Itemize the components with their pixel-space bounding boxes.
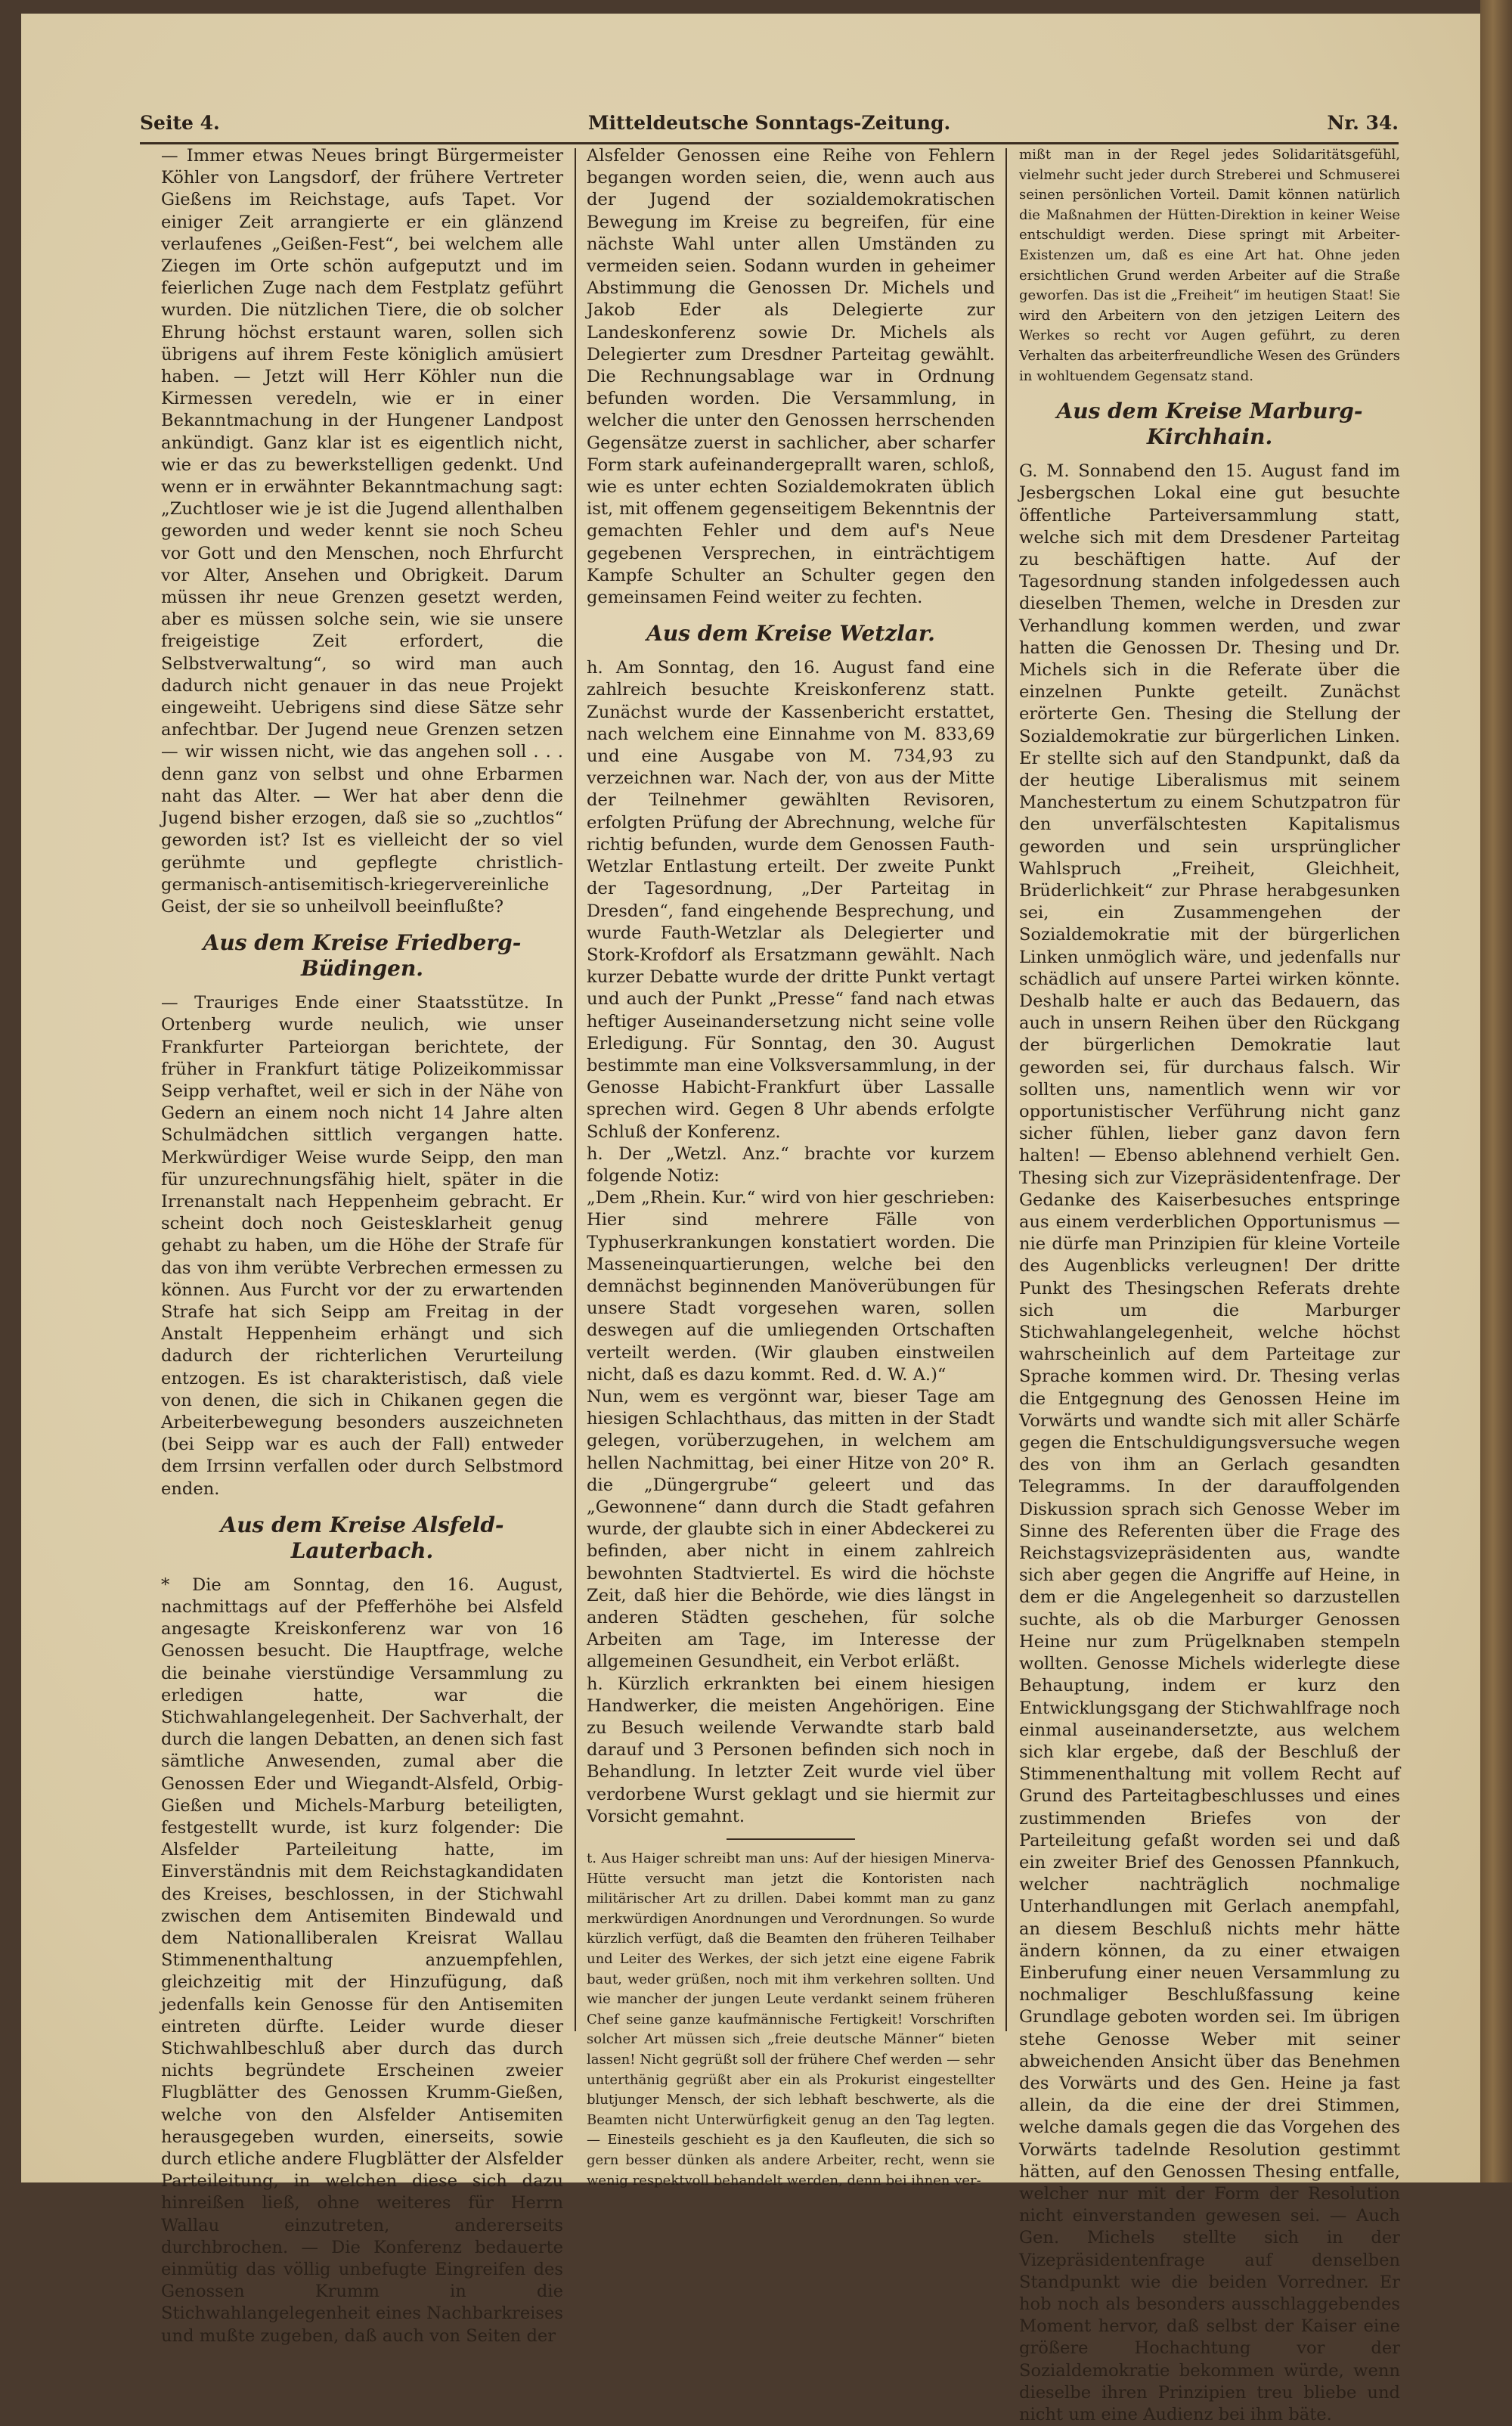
section-heading: Aus dem Kreise Marburg-Kirchhain.: [1056, 399, 1363, 450]
column-2: [587, 145, 995, 2189]
section-heading: Aus dem Kreise Wetzlar.: [646, 621, 935, 647]
page-header: [140, 112, 1399, 139]
article-paragraph: G. M. Sonnabend den 15. August fand im Jesbergschen Lokal eine gut besuchte öffentliche Parteiversammlung statt, welche sich mit dem Dresdener Parteitag zu beschäftigen hatte. Auf der Tagesordnung standen infolgedessen auch dieselben Themen, welche in Dresden zur Verhandlung kommen werden, und zwar hatten die Genossen Dr. Thesing und Dr. Michels sich in die Referate über die einzelnen Punkte geteilt. Zunächst erörterte Gen. Thesing die Stellung der Sozialdemokratie zur bürgerlichen Linken. Er stellte sich auf den Standpunkt, daß da der heutige Liberalismus mit seinem Manchestertum zu einem Schutzpatron für den unverfälschtesten Kapitalismus geworden und sein ursprünglicher Wahlspruch „Freiheit, Gleichheit, Brüderlichkeit“ zur Phrase herabgesunken sei, ein Zusammengehen der Sozialdemokratie mit der bürgerlichen Linken unmöglich wäre, und jedenfalls nur schädlich auf unsere Partei wirken könnte. Deshalb halte er auch das Bedauern, das auch in unsern Reihen über den Rückgang der bürgerlichen Demokratie laut geworden sei, für durchaus falsch. Wir sollten uns, namentlich wenn wir vor opportunistischer Verführung nicht ganz sicher fühlen, lieber ganz davon fern halten! — Ebenso ablehnend verhielt Gen. Thesing sich zur Vizepräsidentenfrage. Der Gedanke des Kaiserbesuches entspringe aus einem verderblichen Opportunismus — nie dürfe man Prinzipien für kleine Vorteile des Augenblicks verleugnen! Der dritte Punkt des Thesingschen Referats drehte sich um die Marburger Stichwahlangelegenheit, welche höchst wahrscheinlich auf dem Parteitage zur Sprache kommen wird. Dr. Thesing verlas die Entgegnung des Genossen Heine im Vorwärts und wandte sich mit aller Schärfe gegen die Entschuldigungsversuche wegen des von ihm an Gerlach gesandten Telegramms. In der darauffolgenden Diskussion sprach sich Genosse Weber im Sinne des Referenten über die Frage des Reichstagsvizepräsidenten aus, wandte sich aber gegen die Angriffe auf Heine, in dem er die Angelegenheit so darzustellen suchte, als ob die Marburger Genossen Heine nur zum Prügelknaben stempeln wollten. Genosse Michels widerlegte diese Behauptung, indem er kurz den Entwicklungsgang der Stichwahlfrage noch einmal auseinandersetzte, aus welchem sich klar ergebe, daß der Beschluß der Stimmenenthaltung mit vollem Recht auf Grund des Parteitagbeschlusses und eines zustimmenden Briefes von der Parteileitung gefaßt worden sei und daß ein zweiter Brief des Genossen Pfannkuch, welcher nachträglich nochmalige Unterhandlungen mit Gerlach anempfahl, an diesem Beschluß nichts mehr hätte ändern können, da zu einer etwaigen Einberufung einer neuen Versammlung zu nochmaliger Beschlußfassung keine Grundlage geboten worden sei. Im übrigen stehe Genosse Weber mit seiner abweichenden Ansicht über das Benehmen des Vorwärts und des Gen. Heine ja fast allein, da die eine der drei Stimmen, welche damals gegen die das Vorgehen des Vorwärts tadelnde Resolution gestimmt hätten, auf den Genossen Thesing entfalle, welcher nur mit der Form der Resolution nicht einverstanden gewesen sei. — Auch Gen. Michels stellte sich in der Vizepräsidentenfrage auf denselben Standpunkt wie die beiden Vorredner. Er hob noch als besonders ausschlaggebendes Moment hervor, daß selbst der Kaiser eine größere Hochachtung vor der Sozialdemokratie bekommen würde, wenn dieselbe ihren Prinzipien treu bliebe und nicht um eine Audienz bei ihm bäte.: [1019, 461, 1400, 2424]
section-heading: Aus dem Kreise Friedberg-Büdingen.: [203, 930, 522, 982]
article-paragraph: — Trauriges Ende einer Staatsstütze. In Ortenberg wurde neulich, wie unser Frankfurter Parteiorgan berichtete, der früher in Frankfurt tätige Polizeikommissar Seipp verhaftet, weil er sich in der Nähe von Gedern an einem noch nicht 14 Jahre alten Schulmädchen sittlich vergangen hatte. Merkwürdiger Weise wurde Seipp, den man für unzurechnungsfähig hielt, später in die Irrenanstalt nach Heppenheim gebracht. Er scheint doch noch Geistesklarheit genug gehabt zu haben, um die Höhe der Strafe für das von ihm verübte Verbrechen ermessen zu können. Aus Furcht vor der zu erwartenden Strafe hat sich Seipp am Freitag in der Anstalt Heppenheim erhängt und sich dadurch der richterlichen Verurteilung entzogen. Es ist charakteristisch, daß viele von denen, die sich in Chikanen gegen die Arbeiterbewegung besonders auszeichneten (bei Seipp war es auch der Fall) entweder dem Irrsinn verfallen oder durch Selbstmord enden.: [161, 993, 563, 1499]
article-paragraph: * Die am Sonntag, den 16. August, nachmittags auf der Pfefferhöhe bei Alsfeld angesagte Kreiskonferenz war von 16 Genossen besucht. Die Hauptfrage, welche die beinahe vierstündige Versammlung zu erledigen hatte, war die Stichwahlangelegenheit. Der Sachverhalt, der durch die langen Debatten, an denen sich fast sämtliche Anwesenden, zumal aber die Genossen Eder und Wiegandt-Alsfeld, Orbig-Gießen und Michels-Marburg beteiligten, festgestellt wurde, ist kurz folgender: Die Alsfelder Parteileitung hatte, im Einverständnis mit dem Reichstagkandidaten des Kreises, beschlossen, in der Stichwahl zwischen dem Antisemiten Bindewald und dem Nationalliberalen Kreisrat Wallau Stimmenenthaltung anzuempfehlen, gleichzeitig mit der Hinzufügung, daß jedenfalls kein Genosse für den Antisemiten eintreten dürfte. Leider wurde dieser Stichwahlbeschluß aber durch das durch nichts begründete Erscheinen zweier Flugblätter des Genossen Krumm-Gießen, welche von den Alsfelder Antisemiten herausgegeben wurden, einerseits, sowie durch etliche andere Flugblätter der Alsfelder Parteileitung, in welchen diese sich dazu hinreißen ließ, ohne weiteres für Herrn Wallau einzutreten, andererseits durchbrochen. — Die Konferenz bedauerte einmütig das völlig unbefugte Eingreifen des Genossen Krumm in die Stichwahlangelegenheit eines Nachbarkreises und mußte zugeben, daß auch von Seiten der: [161, 1574, 563, 2346]
small-print-paragraph: t. Aus Haiger schreibt man uns: Auf der hiesigen Minerva-Hütte versucht man jetzt die Kontoristen nach militärischer Art zu drillen. Dabei kommt man zu ganz merkwürdigen Anordnungen und Verordnungen. So wurde kürzlich verfügt, daß die Beamten den früheren Teilhaber und Leiter des Werkes, der sich jetzt eine eigene Fabrik baut, weder grüßen, noch mit ihm verkehren sollten. Und wie mancher der jungen Leute verdankt seinem früheren Chef seine ganze kaufmännische Fertigkeit! Vorschriften solcher Art müssen sich „freie deutsche Männer“ bieten lassen! Nicht gegrüßt soll der frühere Chef werden — sehr unterthänig gegrüßt aber ein als Prokurist eingestellter blutjunger Mensch, der sich lebhaft beschwerte, als die Beamten nicht Unterwürfigkeit genug an den Tag legten. — Einesteils geschieht es ja den Kaufleuten, die sich so gern besser dünken als andere Arbeiter, recht, wenn sie wenig respektvoll behandelt werden, denn bei ihnen ver-: [587, 1851, 995, 2189]
section-heading: Aus dem Kreise Alsfeld-Lauterbach.: [220, 1512, 504, 1563]
article-paragraph: h. Kürzlich erkrankten bei einem hiesigen Handwerker, die meisten Angehörigen. Eine zu Besuch weilende Verwandte starb bald darauf und 3 Personen befinden sich noch in Behandlung. In letzter Zeit wurde viel über verdorbene Wurst geklagt und sie hiermit zur Vorsicht gemahnt.: [587, 1674, 995, 1826]
page-number: Seite 4.: [140, 112, 220, 134]
article-paragraph: Alsfelder Genossen eine Reihe von Fehlern begangen worden seien, die, wenn auch aus der Jugend der sozialdemokratischen Bewegung im Kreise zu begreifen, für eine nächste Wahl unter allen Umständen zu vermeiden seien. Sodann wurden in geheimer Abstimmung die Genossen Dr. Michels und Jakob Eder als Delegierte zur Landeskonferenz sowie Dr. Michels als Delegierter zum Dresdner Parteitag gewählt. Die Rechnungsablage war in Ordnung befunden worden. Die Versammlung, in welcher die unter den Genossen herrschenden Gegensätze zuerst in sachlicher, aber scharfer Form stark aufeinandergeprallt waren, schloß, wie es unter echten Sozialdemokraten üblich ist, mit offenem gegenseitigem Bekenntnis der gemachten Fehler und dem auf's Neue gegebenen Versprechen, in einträchtigem Kampfe Schulter an Schulter gegen den gemeinsamen Feind weiter zu fechten.: [587, 146, 995, 608]
book-spine: [1480, 0, 1512, 2182]
column-3: [1019, 145, 1400, 2424]
article-paragraph: Nun, wem es vergönnt war, bieser Tage am hiesigen Schlachthaus, das mitten in der Stadt gelegen, vorüberzugehen, in welchem am hellen Nachmittag, bei einer Hitze von 20° R. die „Düngergrube“ geleert und das „Gewonnene“ dann durch die Stadt gefahren wurde, der glaubte sich in einer Abdeckerei zu befinden, aber nicht in einem zahlreich bewohnten Stadtviertel. Es wird die höchste Zeit, daß hier die Behörde, wie dies längst in anderen Städten geschehen, für solche Arbeiten am Tage, im Interesse der allgemeinen Gesundheit, ein Verbot erläßt.: [587, 1386, 995, 1672]
header-rule: [140, 142, 1399, 144]
article-paragraph: — Immer etwas Neues bringt Bürgermeister Köhler von Langsdorf, der frühere Vertreter Gießens im Reichstage, aufs Tapet. Vor einiger Zeit arrangierte er ein glänzend verlaufenes „Geißen-Fest“, bei welchem alle Ziegen im Orte schön aufgeputzt und im feierlichen Zuge nach dem Festplatz geführt wurden. Die nützlichen Tiere, die ob solcher Ehrung höchst erstaunt waren, sollen sich übrigens auf ihrem Feste königlich amüsiert haben. — Jetzt will Herr Köhler nun die Kirmessen veredeln, wie er in einer Bekanntmachung in der Hungener Landpost ankündigt. Ganz klar ist es eigentlich nicht, wie er das zu bewerkstelligen gedenkt. Und wenn er in erwähnter Bekanntmachung sagt: „Zuchtloser wie je ist die Jugend allenthalben geworden und weder kennt sie noch Scheu vor Gott und den Menschen, noch Ehrfurcht vor Alter, Ansehen und Obrigkeit. Darum müssen ihr neue Grenzen gesetzt werden, aber es müssen solche sein, wie sie unsere freigeistige Zeit erfordert, die Selbstverwaltung“, so wird man auch dadurch nicht genauer in das neue Projekt eingeweiht. Uebrigens sind diese Sätze sehr anfechtbar. Der Jugend neue Grenzen setzen — wir wissen nicht, wie das angehen soll . . . denn ganz von selbst und ohne Erbarmen naht das Alter. — Wer hat aber denn die Jugend bisher erzogen, daß sie so „zuchtlos“ geworden ist? Ist es vielleicht der so viel gerühmte und gepflegte christlich-germanisch-antisemitisch-kriegervereinliche Geist, der sie so unheilvoll beeinflußte?: [161, 146, 563, 917]
article-paragraph: h. Der „Wetzl. Anz.“ brachte vor kurzem folgende Notiz:: [587, 1143, 995, 1186]
column-divider-1: [575, 148, 576, 2031]
article-divider: [727, 1838, 855, 1840]
issue-number: Nr. 34.: [1327, 112, 1399, 134]
column-1: [161, 145, 563, 2346]
newspaper-title: Mitteldeutsche Sonntags-Zeitung.: [587, 112, 951, 134]
small-print-paragraph: mißt man in der Regel jedes Solidaritätsgefühl, vielmehr sucht jeder durch Streberei und Schmuserei seinen persönlichen Vorteil. Damit können natürlich die Maßnahmen der Hütten-Direktion in keiner Weise entschuldigt werden. Diese springt mit Arbeiter-Existenzen um, daß es eine Art hat. Ohne jeden ersichtlichen Grund werden Arbeiter auf die Straße geworfen. Das ist die „Freiheit“ im heutigen Staat! Sie wird den Arbeitern von den jetzigen Leitern des Werkes so recht vor Augen geführt, zu deren Verhalten das arbeiterfreundliche Wesen des Gründers in wohltuendem Gegensatz stand.: [1019, 147, 1400, 384]
column-divider-2: [1005, 148, 1007, 2031]
article-paragraph: „Dem „Rhein. Kur.“ wird von hier geschrieben: Hier sind mehrere Fälle von Typhuserkrankungen konstatiert worden. Die Masseneinquartierungen, welche bei den demnächst beginnenden Manöverübungen für unsere Stadt vorgesehen waren, sollen deswegen auf die umliegenden Ortschaften verteilt werden. (Wir glauben einstweilen nicht, daß es dazu kommt. Red. d. W. A.)“: [587, 1188, 995, 1385]
article-paragraph: h. Am Sonntag, den 16. August fand eine zahlreich besuchte Kreiskonferenz statt. Zunächst wurde der Kassenbericht erstattet, nach welchem eine Einnahme von M. 833,69 und eine Ausgabe von M. 734,93 zu verzeichnen war. Nach der, von aus der Mitte der Teilnehmer gewählten Revisoren, erfolgten Prüfung der Abrechnung, welche für richtig befunden, wurde dem Genossen Fauth-Wetzlar Entlastung erteilt. Der zweite Punkt der Tagesordnung, „Der Parteitag in Dresden“, fand eingehende Besprechung, und wurde Fauth-Wetzlar als Delegierter und Stork-Krofdorf als Ersatzmann gewählt. Nach kurzer Debatte wurde der dritte Punkt vertagt und auch der Punkt „Presse“ fand nach etwas heftiger Auseinandersetzung nicht seine volle Erledigung. Für Sonntag, den 30. August bestimmte man eine Volksversammlung, in der Genosse Habicht-Frankfurt über Lassalle sprechen wird. Gegen 8 Uhr abends erfolgte Schluß der Konferenz.: [587, 658, 995, 1142]
